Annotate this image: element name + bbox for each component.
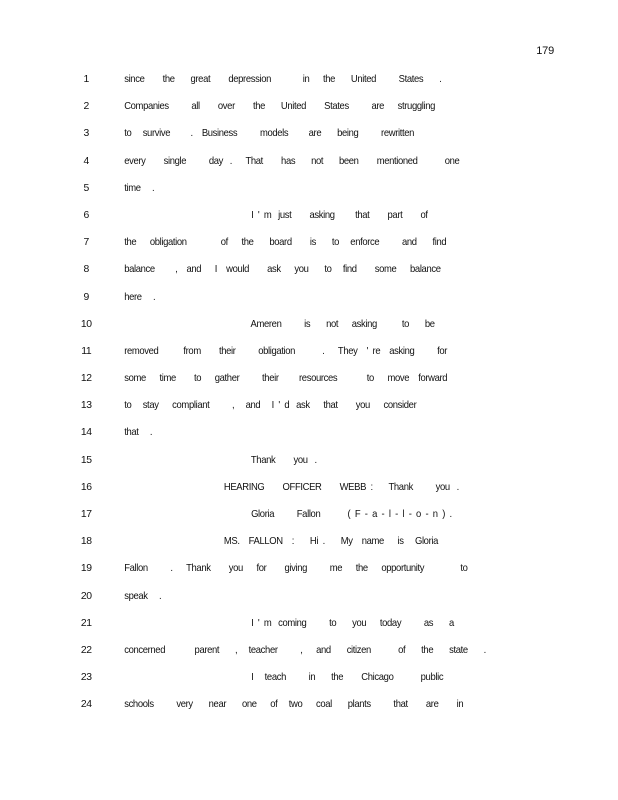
line-number: 12	[80, 372, 92, 385]
line-text: Companies all over the United States are struggling	[124, 100, 436, 113]
transcript-line-16	[0, 480, 556, 507]
line-text: the obligation of the board is to enforce and find	[124, 236, 447, 249]
line-text: balance , and I would ask you to find some balance	[124, 263, 441, 276]
line-text: here .	[124, 290, 156, 303]
line-number: 22	[80, 643, 92, 656]
line-number: 8	[83, 263, 89, 276]
line-text: to stay compliant , and I ' d ask that you consider	[124, 399, 417, 412]
line-number: 3	[83, 127, 89, 140]
line-number: 20	[80, 589, 92, 602]
line-text: I ' m just asking that part of	[124, 208, 428, 221]
transcript-line-13	[0, 398, 556, 425]
line-text: Ameren is not asking to be	[124, 317, 435, 330]
line-text: some time to gather their resources to move forward	[124, 372, 448, 385]
line-number: 11	[81, 344, 92, 357]
line-number: 15	[80, 453, 92, 466]
line-number: 7	[83, 236, 89, 249]
line-text: Fallon . Thank you for giving me the opportunity to	[124, 562, 468, 575]
page-number: 179	[536, 45, 554, 57]
line-number: 1	[83, 73, 89, 85]
line-text: removed from their obligation . They ' re asking for	[124, 344, 448, 357]
line-number: 9	[83, 290, 89, 303]
transcript-line-22	[0, 643, 556, 670]
transcript-line-23	[0, 670, 556, 697]
line-number: 16	[80, 480, 92, 493]
line-text: MS. FALLON : Hi . My name is Gloria	[124, 535, 439, 548]
line-text: time .	[124, 181, 155, 194]
line-number: 5	[83, 181, 89, 194]
line-number: 17	[80, 508, 92, 520]
line-number: 4	[83, 154, 89, 167]
transcript-line-11	[0, 344, 556, 371]
line-number: 21	[80, 616, 92, 629]
line-number: 10	[80, 317, 92, 330]
transcript-line-12	[0, 371, 556, 398]
transcript-line-20	[0, 589, 556, 616]
line-text: concerned parent , teacher , and citizen of the state .	[124, 643, 486, 656]
transcript-line-2	[0, 99, 556, 126]
transcript-line-4	[0, 154, 556, 181]
line-number: 14	[80, 426, 92, 439]
line-text: that .	[124, 426, 153, 439]
transcript-line-18	[0, 534, 556, 561]
transcript-line-3	[0, 126, 556, 153]
transcript-line-6	[0, 208, 556, 235]
line-number: 23	[80, 671, 92, 684]
transcript-line-14	[0, 425, 556, 452]
transcript-line-5	[0, 181, 556, 208]
line-text: to survive . Business models are being rewritten	[124, 127, 415, 140]
transcript-line-1	[0, 72, 556, 99]
transcript-line-17	[0, 507, 556, 534]
line-number: 24	[80, 698, 92, 711]
line-text: every single day . That has not been mentioned one	[124, 154, 460, 167]
line-text: Thank you .	[124, 453, 317, 466]
transcript-body	[0, 72, 618, 725]
line-text: schools very near one of two coal plants that are in	[124, 698, 464, 711]
transcript-line-8	[0, 262, 556, 289]
line-number: 18	[80, 535, 92, 548]
line-number: 2	[83, 100, 89, 113]
transcript-line-21	[0, 616, 556, 643]
transcript-line-15	[0, 453, 556, 480]
transcript-line-19	[0, 561, 556, 588]
transcript-line-7	[0, 235, 556, 262]
line-number: 13	[80, 399, 92, 412]
line-text: speak .	[124, 589, 162, 602]
line-text: since the great depression in the United States .	[124, 73, 442, 85]
transcript-line-24	[0, 697, 556, 724]
line-number: 6	[83, 208, 89, 221]
line-text: Gloria Fallon ( F - a - l - l - o - n ) .	[124, 508, 452, 520]
transcript-line-10	[0, 317, 556, 344]
transcript-line-9	[0, 290, 556, 317]
line-text: I teach in the Chicago public	[124, 671, 444, 684]
line-text: HEARING OFFICER WEBB : Thank you .	[124, 480, 459, 493]
line-number: 19	[80, 562, 92, 575]
line-text: I ' m coming to you today as a	[124, 616, 454, 629]
